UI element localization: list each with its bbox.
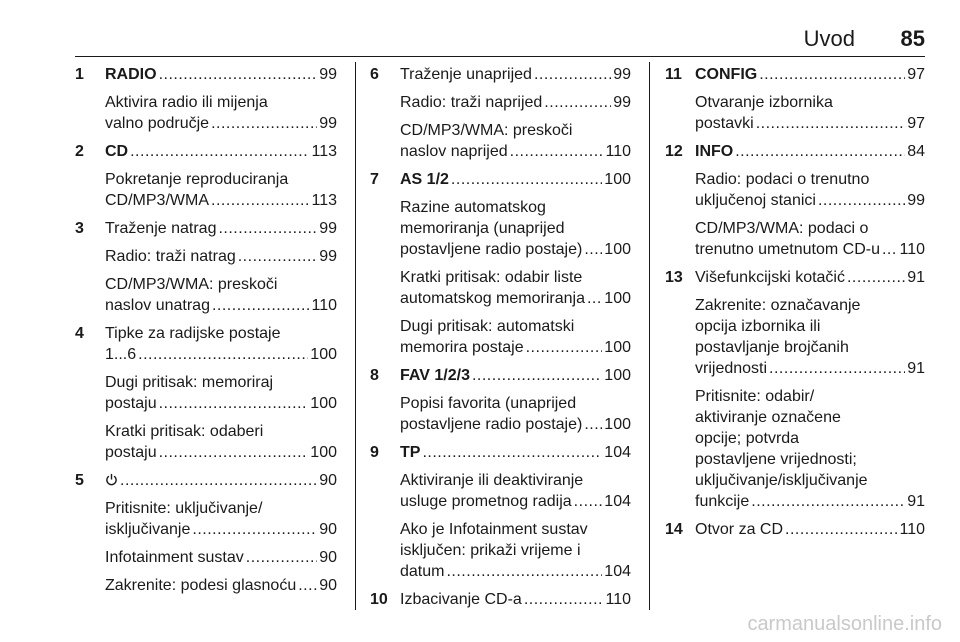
entry-number: 6 — [370, 66, 379, 83]
dot-leader — [120, 470, 317, 491]
page-reference: 110 — [311, 297, 337, 314]
entry-text: postaju — [105, 395, 157, 412]
dot-leader — [584, 414, 602, 435]
entry-item — [400, 267, 631, 309]
entry-text: CD/MP3/WMA — [105, 192, 209, 209]
entry-text: Otvaranje izbornika — [695, 94, 833, 111]
page-reference: 100 — [604, 241, 631, 258]
page-reference: 90 — [319, 577, 337, 594]
control-label — [400, 169, 449, 190]
entry-item — [695, 64, 925, 85]
entry-item — [105, 470, 337, 491]
dot-leader — [759, 64, 905, 85]
entry-text: Dugi pritisak: automatski — [400, 318, 575, 335]
entry-text: Radio: traži natrag — [105, 248, 236, 265]
index-entry — [75, 323, 337, 463]
page-reference: 99 — [319, 248, 337, 265]
page-reference: 100 — [310, 395, 337, 412]
entry-number: 8 — [370, 367, 379, 384]
entry-text: postavki — [695, 115, 754, 132]
entry-text: Zakrenite: označavanje — [695, 297, 861, 314]
page-reference: 97 — [907, 66, 925, 83]
entry-number: 12 — [665, 143, 683, 160]
entry-text: naslov naprijed — [400, 143, 508, 160]
page-reference: 113 — [311, 143, 337, 160]
control-label — [695, 141, 733, 162]
dot-leader — [192, 519, 317, 540]
page-reference: 110 — [899, 521, 925, 538]
index-entry — [665, 519, 925, 540]
page-reference: 110 — [899, 241, 925, 258]
dot-leader — [526, 337, 603, 358]
entry-text: postavljanje brojčanih — [695, 339, 849, 356]
control-label — [695, 64, 757, 85]
entry-text: Tipke za radijske postaje — [105, 325, 281, 342]
dot-leader — [472, 365, 602, 386]
entry-item — [695, 519, 925, 540]
page-reference: 99 — [907, 192, 925, 209]
entry-text: 1...6 — [105, 346, 137, 363]
entry-text: datum — [400, 563, 445, 580]
entry-text: postavljene radio postaje) — [400, 241, 583, 258]
entry-text: CD/MP3/WMA: preskoči — [400, 122, 573, 139]
page-reference: 84 — [907, 143, 925, 160]
page-reference: 91 — [907, 269, 925, 286]
page-reference: 91 — [907, 493, 925, 510]
power-icon — [105, 471, 118, 484]
entry-text: Traženje natrag — [105, 220, 217, 237]
page-reference: 104 — [604, 444, 631, 461]
entry-text: uključenoj stanici — [695, 192, 816, 209]
page-reference: 110 — [605, 143, 631, 160]
entry-item — [105, 421, 337, 463]
entry-item — [400, 393, 631, 435]
entry-item — [400, 64, 631, 85]
entry-number: 4 — [75, 325, 84, 342]
entry-text: naslov unatrag — [105, 297, 210, 314]
entry-text: aktiviranje označene — [695, 409, 841, 426]
entry-text: postavljene vrijednosti; — [695, 451, 857, 468]
page-header — [75, 26, 925, 57]
control-label — [400, 442, 420, 463]
entry-item — [400, 120, 631, 162]
dot-leader — [218, 218, 317, 239]
watermark: carmanualsonline.info — [747, 613, 942, 635]
entry-number: 11 — [665, 66, 682, 83]
entry-text: Radio: traži naprijed — [400, 94, 543, 111]
page-reference: 91 — [907, 360, 925, 377]
entry-text: Otvor za CD — [695, 521, 784, 538]
entry-item — [695, 92, 925, 134]
dot-leader — [574, 491, 603, 512]
entry-number: 10 — [370, 591, 388, 608]
entry-number: 3 — [75, 220, 84, 237]
dot-leader — [769, 358, 905, 379]
entry-item — [105, 64, 337, 85]
entry-text: postavljene radio postaje) — [400, 416, 583, 433]
dot-leader — [534, 64, 611, 85]
page-reference: 100 — [310, 346, 337, 363]
page-reference: 100 — [310, 444, 337, 461]
index-column-2 — [370, 64, 631, 617]
entry-item — [400, 470, 631, 512]
entry-item — [105, 372, 337, 414]
entry-item — [105, 323, 337, 365]
dot-leader — [446, 561, 602, 582]
entry-item — [105, 92, 337, 134]
entry-item — [695, 386, 925, 512]
control-label — [400, 365, 470, 386]
dot-leader — [138, 344, 308, 365]
entry-text: Popisi favorita (unaprijed — [400, 395, 577, 412]
entry-text: Aktiviranje ili deaktiviranje — [400, 472, 584, 489]
index-entry — [75, 141, 337, 211]
control-label-text: CONFIG — [695, 66, 758, 83]
page-reference: 99 — [319, 220, 337, 237]
entry-text: Izbacivanje CD-a — [400, 591, 522, 608]
index-entry — [75, 470, 337, 596]
entry-item — [105, 575, 337, 596]
control-label-text: AS 1/2 — [400, 171, 449, 188]
page-reference: 90 — [319, 549, 337, 566]
entry-text: vrijednosti — [695, 360, 768, 377]
entry-number: 1 — [75, 66, 84, 83]
control-label-text: INFO — [695, 143, 734, 160]
entry-text: funkcije — [695, 493, 750, 510]
control-label — [105, 64, 157, 85]
entry-item — [105, 218, 337, 239]
entry-item — [105, 547, 337, 568]
entry-text: isključen: prikaži vrijeme i — [400, 542, 581, 559]
index-entry — [665, 141, 925, 260]
index-entry — [370, 442, 631, 582]
entry-number: 14 — [665, 521, 683, 538]
entry-text: Ako je Infotainment sustav — [400, 521, 588, 538]
entry-item — [695, 141, 925, 162]
index-entry — [665, 267, 925, 512]
entry-text: Pritisnite: odabir/ — [695, 388, 815, 405]
page-reference: 90 — [319, 521, 337, 538]
entry-number: 2 — [75, 143, 84, 160]
entry-text: Zakrenite: podesi glasnoću — [105, 577, 297, 594]
entry-text: CD/MP3/WMA: podaci o — [695, 220, 869, 237]
entry-text: usluge prometnog radija — [400, 493, 572, 510]
page-reference: 90 — [319, 472, 337, 489]
entry-text: isključivanje — [105, 521, 191, 538]
entry-item — [105, 169, 337, 211]
entry-item — [400, 169, 631, 190]
entry-item — [400, 92, 631, 113]
dot-leader — [451, 169, 602, 190]
control-label-text: RADIO — [105, 66, 157, 83]
index-entry — [370, 365, 631, 435]
dot-leader — [159, 64, 318, 85]
page-reference: 99 — [319, 115, 337, 132]
entry-item — [400, 442, 631, 463]
entry-item — [400, 197, 631, 260]
entry-text: Aktivira radio ili mijenja — [105, 94, 268, 111]
dot-leader — [587, 288, 602, 309]
entry-text: uključivanje/isključivanje — [695, 472, 868, 489]
page-reference: 113 — [311, 192, 337, 209]
dot-leader — [422, 442, 602, 463]
dot-leader — [544, 92, 611, 113]
dot-leader — [756, 113, 906, 134]
dot-leader — [847, 267, 905, 288]
dot-leader — [751, 491, 905, 512]
entry-item — [400, 519, 631, 582]
entry-text: Infotainment sustav — [105, 549, 244, 566]
index-entry — [75, 218, 337, 316]
entry-text: trenutno umetnutom CD-u — [695, 241, 880, 258]
page-reference: 99 — [613, 66, 631, 83]
index-column-3 — [665, 64, 925, 547]
dot-leader — [584, 239, 602, 260]
index-entry — [75, 64, 337, 134]
entry-text: Dugi pritisak: memoriraj — [105, 374, 274, 391]
dot-leader — [735, 141, 905, 162]
page-reference: 100 — [604, 339, 631, 356]
index-entry — [370, 589, 631, 610]
dot-leader — [238, 246, 317, 267]
column-divider — [649, 62, 650, 610]
dot-leader — [130, 141, 309, 162]
entry-item — [400, 365, 631, 386]
page-reference: 100 — [604, 290, 631, 307]
control-label-text: CD — [105, 143, 129, 160]
page-reference: 104 — [604, 563, 631, 580]
dot-leader — [159, 442, 309, 463]
page-title: Uvod — [803, 26, 855, 51]
page-reference: 100 — [604, 416, 631, 433]
dot-leader — [818, 190, 905, 211]
page-reference: 110 — [605, 591, 631, 608]
entry-item — [695, 267, 925, 288]
entry-item — [695, 169, 925, 211]
page-number: 85 — [900, 26, 925, 51]
entry-text: Višefunkcijski kotačić — [695, 269, 845, 286]
entry-text: memoriranja (unaprijed — [400, 220, 565, 237]
dot-leader — [785, 519, 897, 540]
dot-leader — [246, 547, 317, 568]
page-reference: 97 — [907, 115, 925, 132]
entry-text: opcija izbornika ili — [695, 318, 821, 335]
index-entry — [370, 64, 631, 162]
page-reference: 104 — [604, 493, 631, 510]
page-reference: 100 — [604, 171, 631, 188]
dot-leader — [211, 190, 309, 211]
entry-text: memorira postaje — [400, 339, 524, 356]
index-column-1 — [75, 64, 337, 603]
page-reference: 99 — [613, 94, 631, 111]
index-entry — [665, 64, 925, 134]
entry-item — [400, 589, 631, 610]
page-reference: 100 — [604, 367, 631, 384]
entry-number: 7 — [370, 171, 379, 188]
entry-text: Pokretanje reproduciranja — [105, 171, 289, 188]
entry-item — [105, 141, 337, 162]
entry-text: Kratki pritisak: odabir liste — [400, 269, 583, 286]
entry-item — [105, 274, 337, 316]
entry-number: 5 — [75, 472, 84, 489]
control-label — [105, 141, 128, 162]
entry-item — [400, 316, 631, 358]
entry-number: 9 — [370, 444, 379, 461]
dot-leader — [212, 295, 310, 316]
dot-leader — [298, 575, 317, 596]
dot-leader — [510, 141, 604, 162]
dot-leader — [159, 393, 309, 414]
entry-item — [695, 218, 925, 260]
entry-text: CD/MP3/WMA: preskoči — [105, 276, 278, 293]
entry-text: valno područje — [105, 115, 210, 132]
control-label-text: TP — [400, 444, 421, 461]
entry-text: opcije; potvrda — [695, 430, 800, 447]
page-reference: 99 — [319, 66, 337, 83]
control-label-text: FAV 1/2/3 — [400, 367, 470, 384]
control-icon — [105, 470, 118, 491]
entry-text: Razine automatskog — [400, 199, 546, 216]
index-entry — [370, 169, 631, 358]
entry-item — [105, 498, 337, 540]
entry-number: 13 — [665, 269, 683, 286]
column-divider — [355, 62, 356, 610]
entry-text: automatskog memoriranja — [400, 290, 585, 307]
dot-leader — [211, 113, 317, 134]
entry-text: Traženje unaprijed — [400, 66, 532, 83]
entry-text: postaju — [105, 444, 157, 461]
entry-item — [105, 246, 337, 267]
dot-leader — [882, 239, 898, 260]
entry-text: Radio: podaci o trenutno — [695, 171, 870, 188]
entry-text: Kratki pritisak: odaberi — [105, 423, 264, 440]
dot-leader — [524, 589, 604, 610]
entry-item — [695, 295, 925, 379]
entry-text: Pritisnite: uključivanje/ — [105, 500, 263, 517]
